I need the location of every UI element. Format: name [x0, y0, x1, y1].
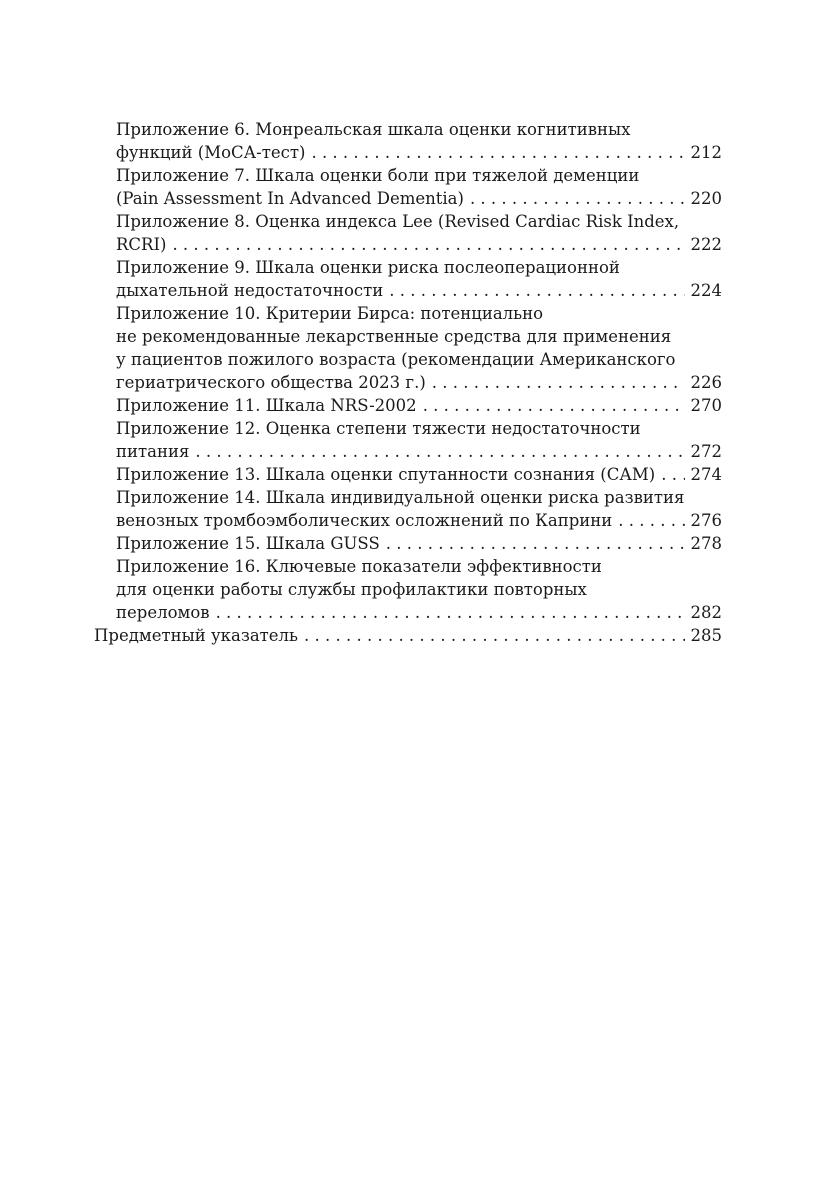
- dot-leader: [172, 233, 684, 256]
- toc-entry[interactable]: [94, 210, 722, 256]
- toc-entry-last-line: [116, 509, 722, 532]
- toc-entry[interactable]: [94, 463, 722, 486]
- page-number: 274: [690, 465, 722, 484]
- toc-entry[interactable]: [94, 417, 722, 463]
- page-number: 212: [690, 143, 722, 162]
- toc-entry-title-line: Приложение 7. Шкала оценки боли при тяжелой деменции: [116, 166, 640, 185]
- toc-entry-title-line: Предметный указатель: [94, 626, 299, 645]
- page-number: 224: [690, 281, 722, 300]
- page-number: 270: [690, 396, 722, 415]
- toc-entry[interactable]: [94, 256, 722, 302]
- toc-entry[interactable]: [94, 532, 722, 555]
- toc-entry-title-line: RCRI): [116, 235, 167, 254]
- dot-leader: [661, 463, 684, 486]
- toc-entry-last-line: [94, 624, 722, 647]
- toc-entry-title-line: Приложение 10. Критерии Бирса: потенциально: [116, 304, 544, 323]
- toc-entry[interactable]: [94, 394, 722, 417]
- dot-leader: [432, 371, 685, 394]
- table-of-contents: [94, 118, 722, 647]
- toc-entry-title-line: у пациентов пожилого возраста (рекомендации Американского: [116, 350, 676, 369]
- toc-entry-title-line: (Pain Assessment In Advanced Dementia): [116, 189, 464, 208]
- toc-entry-last-line: [116, 394, 722, 417]
- toc-entry-title-line: Приложение 6. Монреальская шкала оценки когнитивных: [116, 120, 631, 139]
- dot-leader: [304, 624, 684, 647]
- toc-entry-last-line: [116, 187, 722, 210]
- toc-entry-title-line: функций (МоСА-тест): [116, 143, 306, 162]
- toc-entry-last-line: [116, 601, 722, 624]
- toc-entry-title-line: Приложение 13. Шкала оценки спутанности сознания (САМ): [116, 465, 656, 484]
- dot-leader: [389, 279, 684, 302]
- toc-entry-title-line: гериатрического общества 2023 г.): [116, 373, 426, 392]
- page-number: 272: [690, 442, 722, 461]
- page-number: 278: [690, 534, 722, 553]
- toc-entry-title-line: Приложение 16. Ключевые показатели эффективности: [116, 557, 602, 576]
- page-number: 276: [690, 511, 722, 530]
- toc-entry-title-line: Приложение 12. Оценка степени тяжести недостаточности: [116, 419, 641, 438]
- toc-entry-title-line: питания: [116, 442, 190, 461]
- toc-entry-last-line: [116, 532, 722, 555]
- dot-leader: [470, 187, 685, 210]
- toc-entry[interactable]: [94, 486, 722, 532]
- toc-entry[interactable]: [94, 302, 722, 394]
- toc-entry-title-line: для оценки работы службы профилактики повторных: [116, 580, 587, 599]
- toc-entry-title-line: Приложение 15. Шкала GUSS: [116, 534, 380, 553]
- toc-entry[interactable]: [94, 164, 722, 210]
- toc-entry-last-line: [116, 279, 722, 302]
- toc-entry-title-line: не рекомендованные лекарственные средства для применения: [116, 327, 672, 346]
- toc-entry-title-line: переломов: [116, 603, 210, 622]
- page-number: 220: [690, 189, 722, 208]
- toc-entry[interactable]: [94, 624, 722, 647]
- toc-entry-last-line: [116, 463, 722, 486]
- toc-entry-title-line: Приложение 11. Шкала NRS-2002: [116, 396, 417, 415]
- toc-entry-title-line: дыхательной недостаточности: [116, 281, 384, 300]
- toc-entry-last-line: [116, 141, 722, 164]
- toc-entry-last-line: [116, 371, 722, 394]
- dot-leader: [618, 509, 684, 532]
- toc-entry-title-line: венозных тромбоэмболических осложнений по Каприни: [116, 511, 613, 530]
- toc-entry[interactable]: [94, 118, 722, 164]
- toc-entry-last-line: [116, 233, 722, 256]
- page-number: 222: [690, 235, 722, 254]
- dot-leader: [311, 141, 684, 164]
- dot-leader: [386, 532, 685, 555]
- page-number: 285: [690, 626, 722, 645]
- toc-entry-title-line: Приложение 9. Шкала оценки риска послеоперационной: [116, 258, 620, 277]
- page-number: 226: [690, 373, 722, 392]
- toc-entry-title-line: Приложение 8. Оценка индекса Lee (Revised Cardiac Risk Index,: [116, 212, 680, 231]
- dot-leader: [195, 440, 684, 463]
- page-number: 282: [690, 603, 722, 622]
- dot-leader: [423, 394, 685, 417]
- dot-leader: [216, 601, 685, 624]
- toc-entry[interactable]: [94, 555, 722, 624]
- toc-entry-title-line: Приложение 14. Шкала индивидуальной оценки риска развития: [116, 488, 685, 507]
- toc-entry-last-line: [116, 440, 722, 463]
